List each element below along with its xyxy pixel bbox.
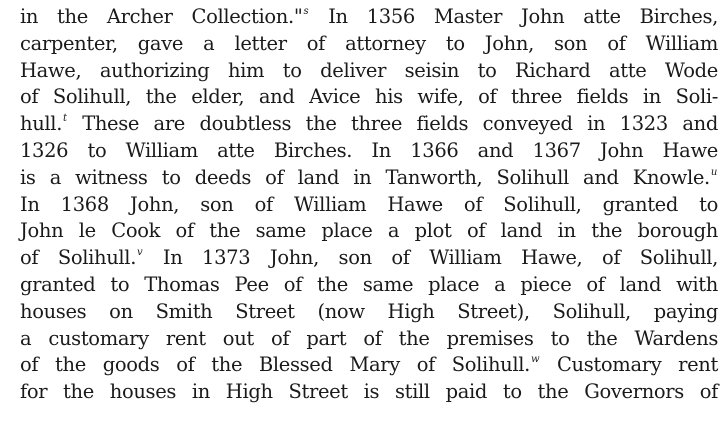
footnote-marker[interactable]: v (137, 247, 143, 259)
text-line: for the houses in High Street is still paid to the Governors of (20, 380, 718, 404)
text-line: houses on Smith Street (now High Street), Solihull, paying (20, 299, 718, 323)
text-line: 1326 to William atte Birches. In 1366 and 1367 John Hawe (20, 138, 718, 162)
text-line: a customary rent out of part of the premises to the Wardens (20, 326, 718, 350)
text-line: In 1368 John, son of William Hawe of Solihull, granted to (20, 192, 718, 216)
text-line: of the goods of the Blessed Mary of Solihull.$^w$ Customary rent (20, 353, 719, 377)
text-line: carpenter, gave a letter of attorney to John, son of William (20, 31, 718, 55)
text-line: of Solihull, the elder, and Avice his wife, of three fields in Soli- (20, 85, 718, 109)
text-line: is a witness to deeds of land in Tanworth, Solihull and Knowle.$^u$ (20, 165, 717, 189)
text-line: of Solihull.$^v$ In 1373 John, son of William Hawe, of Solihull, (20, 246, 718, 270)
text-line: in the Archer Collection."$^s$ In 1356 Master John atte Birches, (20, 5, 718, 28)
footnote-marker[interactable]: t (63, 113, 67, 125)
text-line: Hawe, authorizing him to deliver seisin to Richard atte Wode (20, 58, 718, 82)
footnote-marker[interactable]: w (530, 354, 540, 366)
footnote-marker[interactable]: s (303, 6, 309, 17)
text-line: John le Cook of the same place a plot of land in the borough (20, 219, 718, 243)
text-line: granted to Thomas Pee of the same place a piece of land with (20, 272, 718, 296)
footnote-marker[interactable]: u (710, 166, 717, 178)
text-line: hull.$^t$ These are doubtless the three fields conveyed in 1323 and (20, 112, 718, 136)
